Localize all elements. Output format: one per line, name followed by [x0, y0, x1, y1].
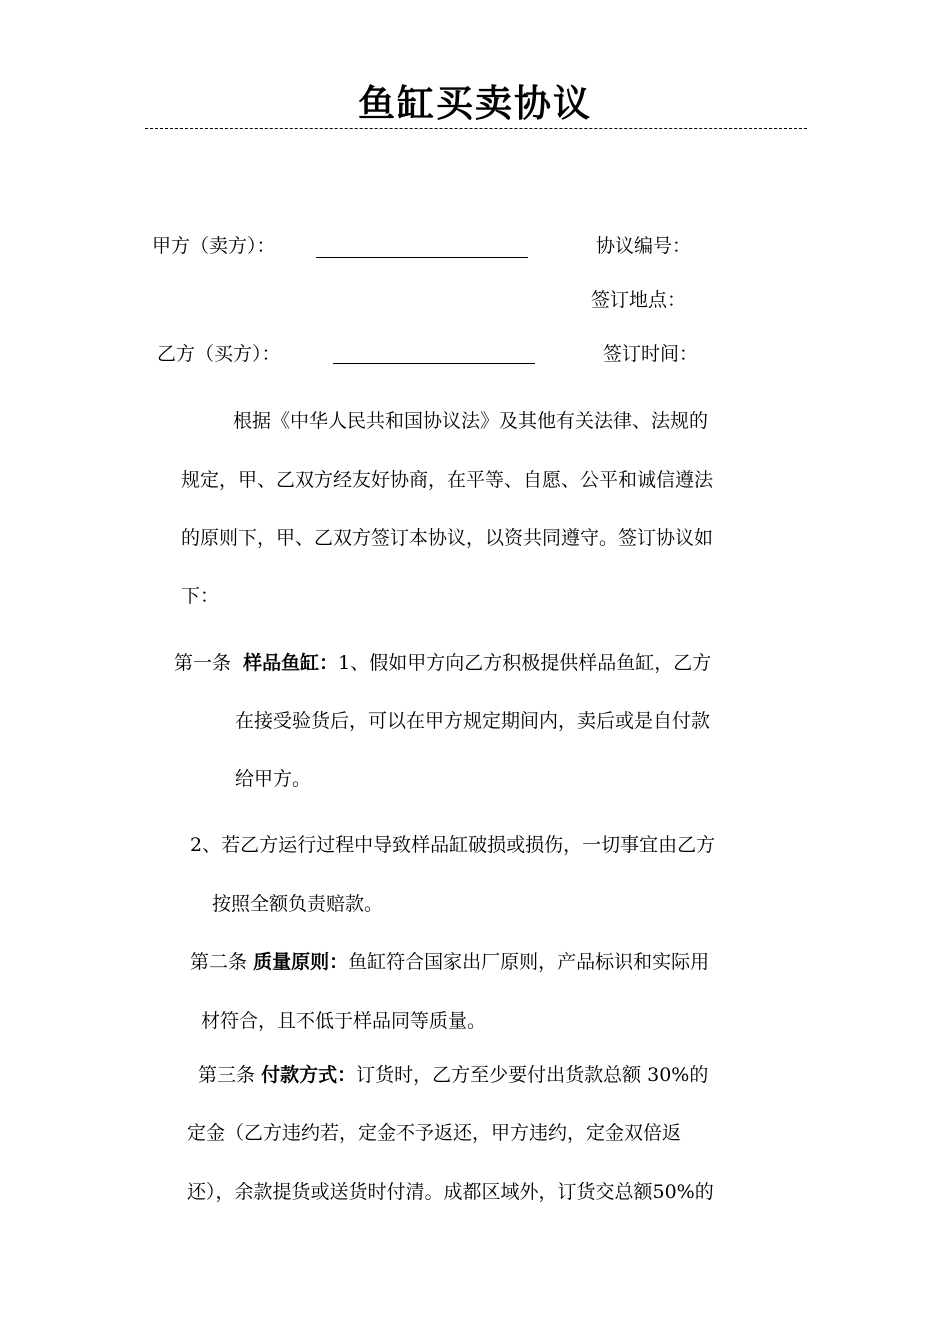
intro-line: 下：	[181, 585, 220, 607]
article-3-heading: 付款方式：	[261, 1064, 357, 1086]
article-3-prefix: 第三条	[198, 1064, 256, 1086]
title-divider	[145, 128, 807, 129]
article-2-line: 材符合，且不低于样品同等质量。	[201, 1010, 487, 1032]
article-3-line: 定金（乙方违约若，定金不予返还，甲方违约，定金双倍返	[187, 1122, 682, 1144]
article-2-text: 鱼缸符合国家出厂原则，产品标识和实际用	[348, 951, 710, 973]
article-3-line: 还），余款提货或送货时付清。成都区域外，订货交总额50%的	[187, 1181, 714, 1203]
party-b-blank	[333, 363, 535, 364]
article-1-first-line	[174, 650, 711, 676]
party-a-label: 甲方（卖方）：	[152, 235, 276, 257]
article-3-first-line	[198, 1062, 708, 1088]
article-2-first-line	[190, 949, 709, 975]
article-1-prefix: 第一条	[174, 652, 232, 674]
party-b-label: 乙方（买方）：	[157, 343, 281, 365]
article-1-line: 在接受验货后，可以在甲方规定期间内，卖后或是自付款	[235, 710, 711, 732]
article-1-item-2-line: 2、若乙方运行过程中导致样品缸破损或损伤，一切事宜由乙方	[190, 834, 716, 856]
article-1-text: 1、假如甲方向乙方积极提供样品鱼缸，乙方	[338, 652, 712, 674]
article-1-line: 给甲方。	[235, 768, 312, 790]
article-1-heading: 样品鱼缸：	[243, 652, 339, 674]
article-2-prefix: 第二条	[190, 951, 248, 973]
article-1-item-2-line: 按照全额负责赔款。	[212, 893, 384, 915]
sign-place-label: 签订地点：	[591, 289, 687, 311]
article-3-text: 订货时，乙方至少要付出货款总额 30%的	[356, 1064, 709, 1086]
document-title: 鱼缸买卖协议	[358, 81, 592, 125]
intro-line: 根据《中华人民共和国协议法》及其他有关法律、法规的	[233, 410, 709, 432]
sign-time-label: 签订时间：	[603, 343, 699, 365]
agreement-no-label: 协议编号：	[596, 235, 692, 257]
article-2-heading: 质量原则：	[253, 951, 349, 973]
party-a-blank	[316, 257, 528, 258]
intro-line: 规定，甲、乙双方经友好协商，在平等、自愿、公平和诚信遵法	[181, 469, 714, 491]
intro-line: 的原则下，甲、乙双方签订本协议，以资共同遵守。签订协议如	[181, 527, 714, 549]
